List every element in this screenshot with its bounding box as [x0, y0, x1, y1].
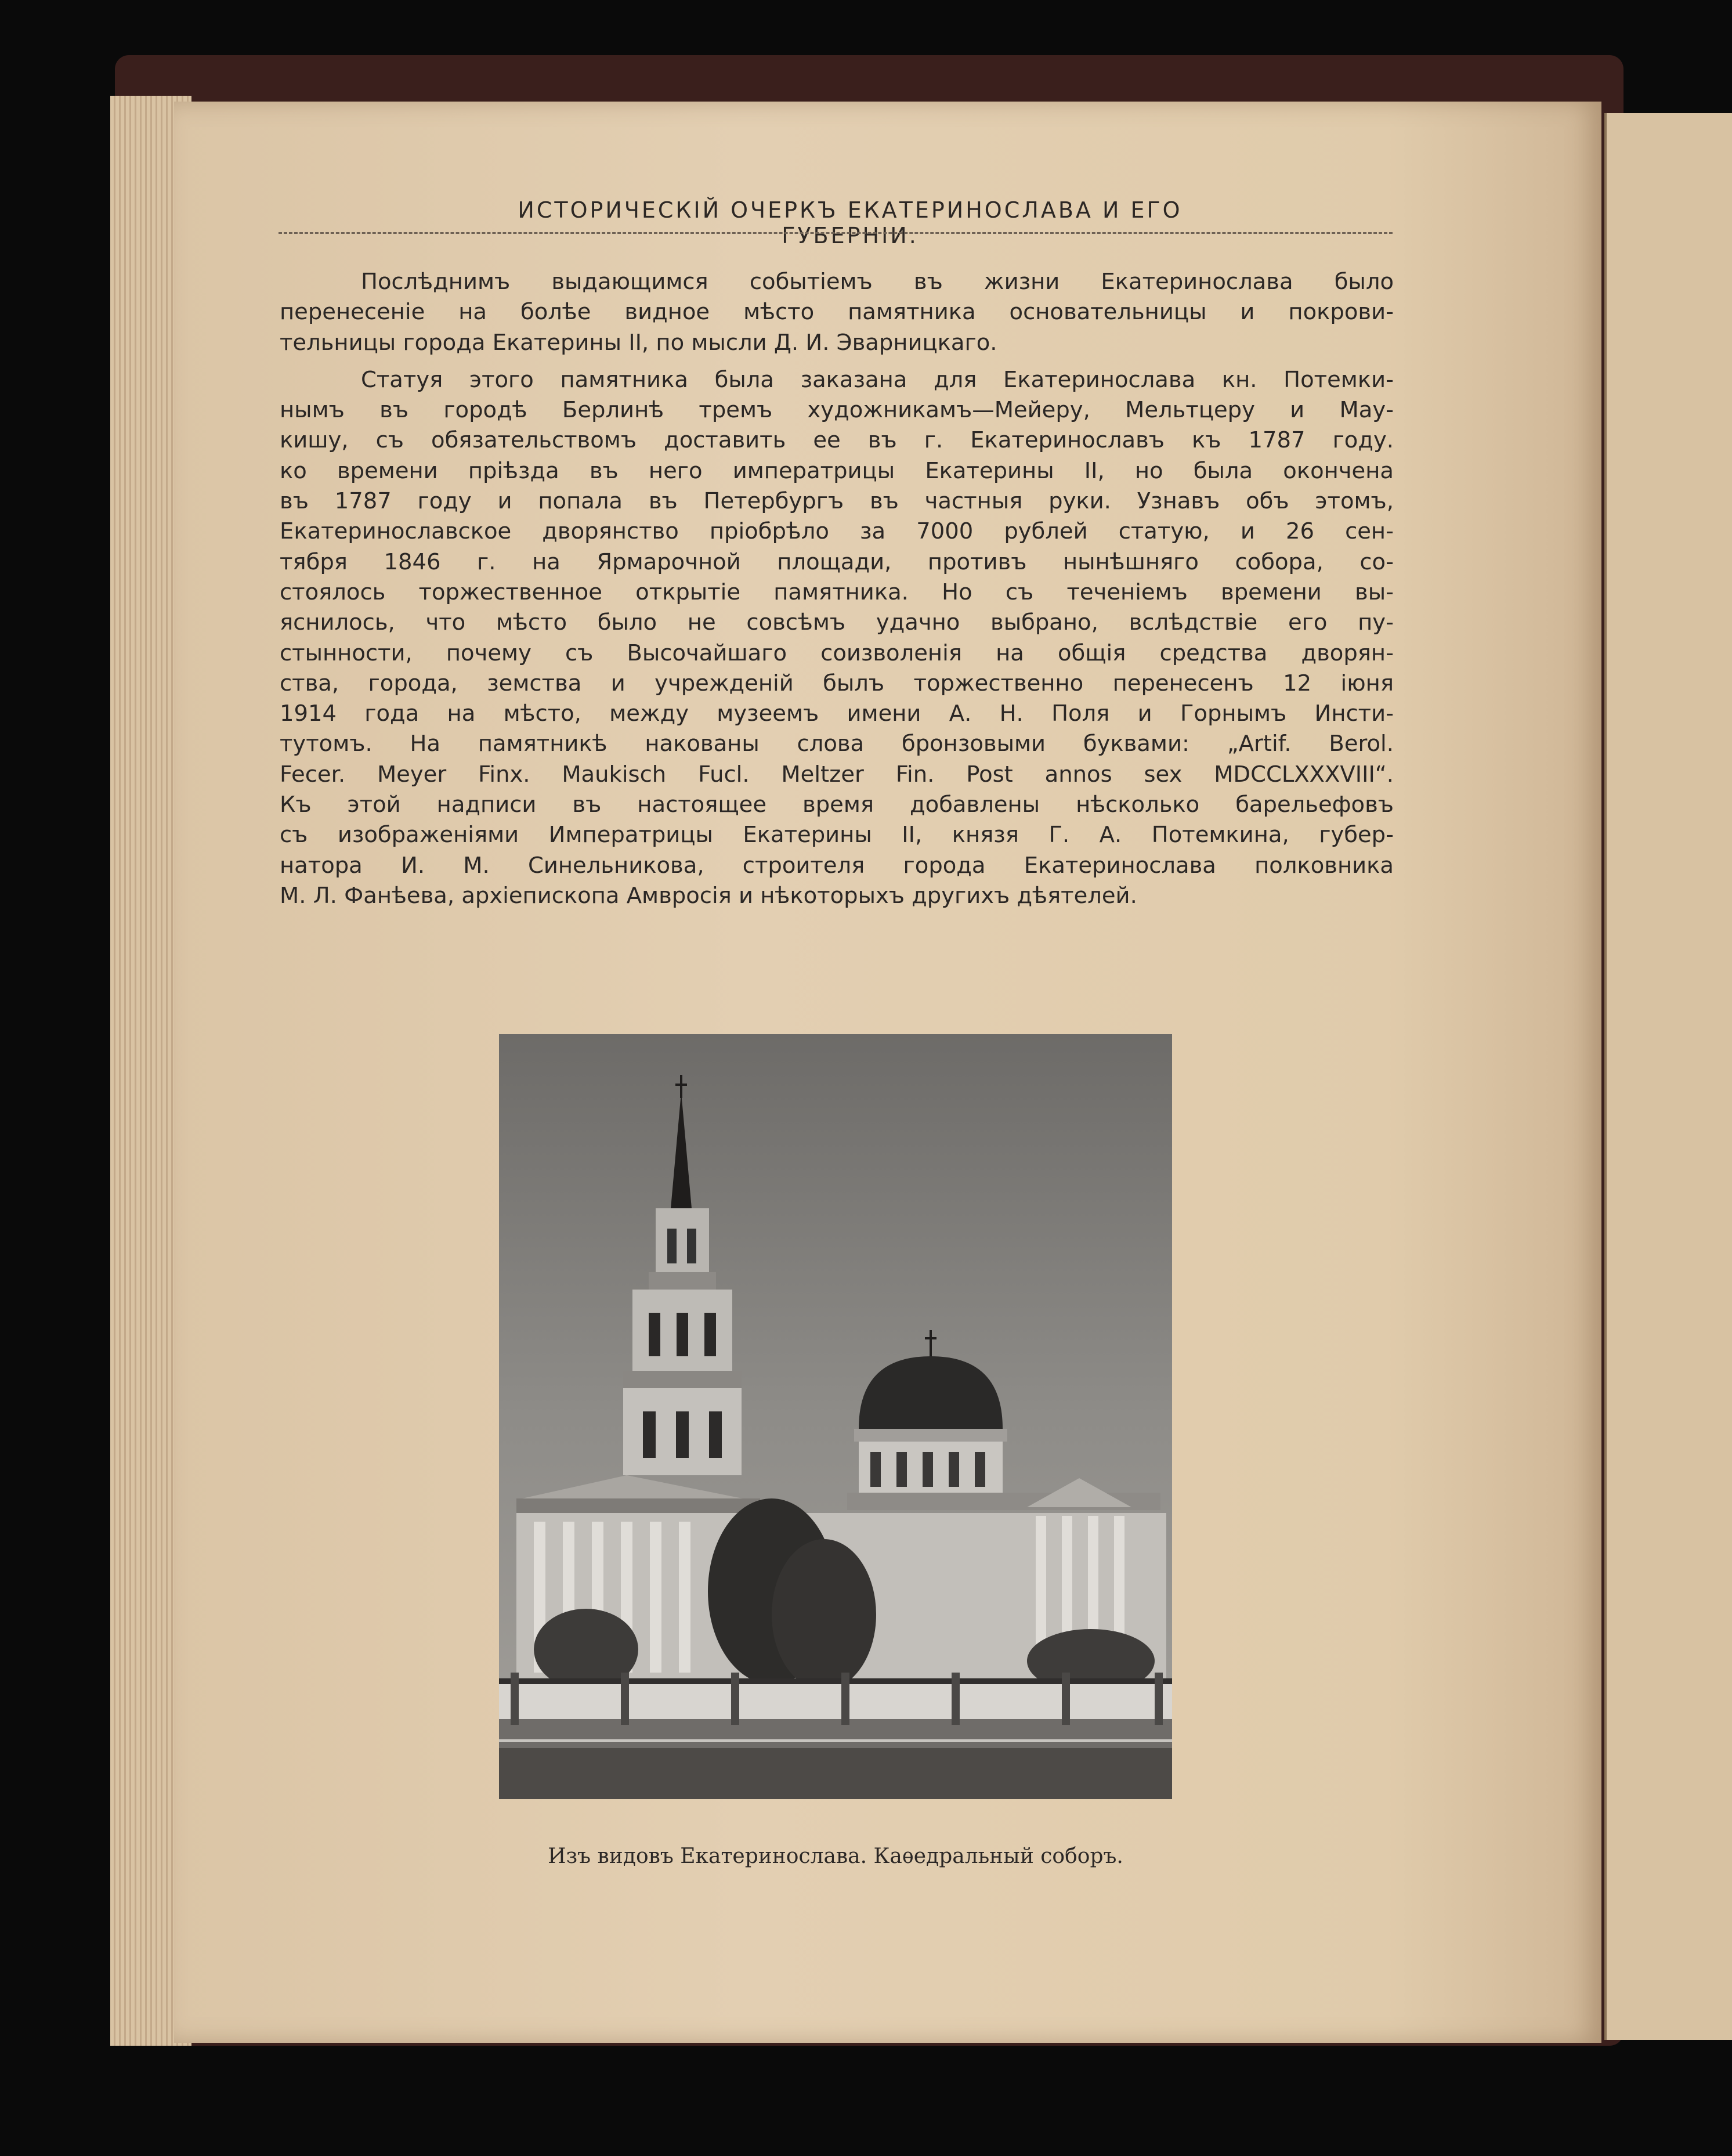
paragraph-1 — [280, 267, 1394, 358]
text-line: кишу, съ обязательствомъ доставить ее въ г. Екатеринославъ къ 1787 году. — [280, 427, 1394, 454]
body-text — [280, 267, 1394, 911]
text-line: Статуя этого памятника была заказана для Екатеринослава кн. Потемки- — [361, 366, 1394, 393]
text-line: Къ этой надписи въ настоящее время добавлены нѣсколько барельефовъ — [280, 792, 1394, 818]
text-line: Екатеринославское дворянство пріобрѣло за 7000 рублей статую, и 26 сен- — [280, 518, 1394, 545]
paragraph-2 — [280, 365, 1394, 911]
text-line: М. Л. Фанѣева, архіепископа Амвросія и нѣкоторыхъ другихъ дѣятелей. — [280, 882, 1137, 909]
text-line: 1914 года на мѣсто, между музеемъ имени А. Н. Поля и Горнымъ Инсти- — [280, 700, 1394, 727]
running-head: ИСТОРИЧЕСКІЙ ОЧЕРКЪ ЕКАТЕРИНОСЛАВА И ЕГО ГУБЕРНІИ. — [518, 197, 1183, 248]
photo-caption: Изъ видовъ Екатеринослава. Каѳедральный соборъ. — [548, 1844, 1123, 1868]
cathedral-photo — [499, 1034, 1172, 1799]
text-line: перенесеніе на болѣе видное мѣсто памятника основательницы и покрови- — [280, 299, 1394, 326]
text-line: стоялось торжественное открытіе памятника. Но съ теченіемъ времени вы- — [280, 579, 1394, 605]
header-rule — [279, 232, 1393, 234]
text-line: яснилось, что мѣсто было не совсѣмъ удачно выбрано, вслѣдствіе его пу- — [280, 609, 1394, 636]
text-line: Fecer. Meyer Finx. Maukisch Fucl. Meltzer Fin. Post annos sex MDCCLXXXVIII“. — [280, 761, 1394, 788]
text-line: ко времени пріѣзда въ него императрицы Екатерины II, но была окончена — [280, 457, 1394, 484]
text-line: тельницы города Екатерины II, по мысли Д. И. Эварницкаго. — [280, 329, 997, 356]
next-page-edge — [1604, 113, 1732, 2040]
text-line: стынности, почему съ Высочайшаго соизволенія на общія средства дворян- — [280, 640, 1394, 666]
text-line: тября 1846 г. на Ярмарочной площади, противъ нынѣшняго собора, со- — [280, 548, 1394, 575]
text-line: ства, города, земства и учрежденій былъ торжественно перенесенъ 12 іюня — [280, 670, 1394, 696]
text-line: нымъ въ городѣ Берлинѣ тремъ художникамъ—Мейеру, Мельтцеру и Мау- — [280, 397, 1394, 424]
text-line: натора И. М. Синельникова, строителя города Екатеринослава полковника — [280, 852, 1394, 879]
text-line: съ изображеніями Императрицы Екатерины II, князя Г. А. Потемкина, губер- — [280, 822, 1394, 848]
text-line: въ 1787 году и попала въ Петербургъ въ частныя руки. Узнавъ объ этомъ, — [280, 488, 1394, 515]
text-line: тутомъ. На памятникѣ накованы слова бронзовыми буквами: „Artif. Berol. — [280, 731, 1394, 757]
text-line: Послѣднимъ выдающимся событіемъ въ жизни Екатеринослава было — [361, 269, 1394, 295]
